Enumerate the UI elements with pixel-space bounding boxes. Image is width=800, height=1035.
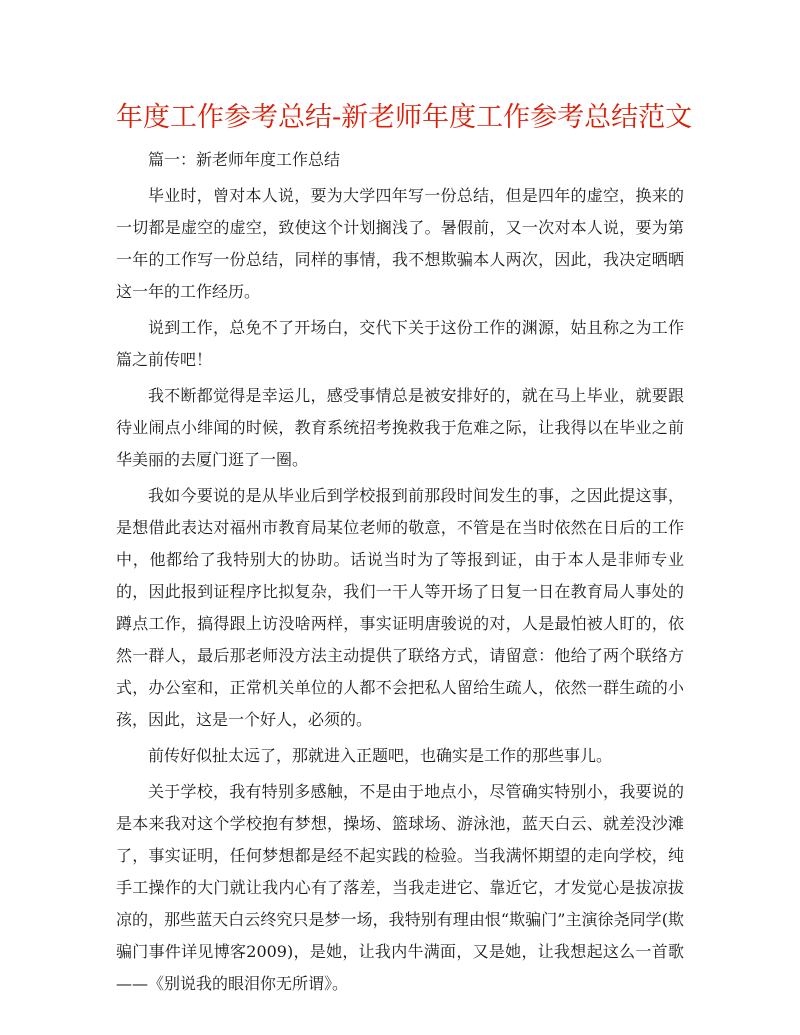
paragraph-5: 前传好似扯太远了，那就进入正题吧，也确实是工作的那些事儿。 xyxy=(148,746,613,765)
paragraph-4: 我如今要说的是从毕业后到学校报到前那段时间发生的事，之因此提这事，是想借此表达对福州市教育局某位老师的敬意，不管是在当时依然在日后的工作中，他都给了我特别大的协助。话说当时为了等报到证，由于本人是非师专业的，因此报到证程序比拟复杂，我们一干人等开场了日复一日在教育局人事处的蹲点工作，搞得跟上访没啥两样，事实证明唐骏说的对，人是最怕被人盯的，依然一群人，最后那老师没方法主动提供了联络方式，请留意：他给了两个联络方式，办公室和，正常机关单位的人都不会把私人留给生疏人，依然一群生疏的小孩，因此，这是一个好人，必须的。 xyxy=(116,486,684,729)
paragraph-1: 毕业时，曾对本人说，要为大学四年写一份总结，但是四年的虚空，换来的一切都是虚空的虚空，致使这个计划搁浅了。暑假前，又一次对本人说，要为第一年的工作写一份总结，同样的事情，我不想欺骗本人两次，因此，我决定晒晒这一年的工作经历。 xyxy=(116,186,684,301)
paragraph-2: 说到工作，总免不了开场白，交代下关于这份工作的渊源，姑且称之为工作篇之前传吧！ xyxy=(116,318,684,369)
document-subtitle: 篇一：新老师年度工作总结 xyxy=(148,150,341,169)
paragraph-3: 我不断都觉得是幸运儿，感受事情总是被安排好的，就在马上毕业，就要跟待业闹点小绯闻的时候，教育系统招考挽救我于危难之际，让我得以在毕业之前华美丽的去厦门逛了一圈。 xyxy=(116,386,684,469)
paragraph-6: 关于学校，我有特别多感触，不是由于地点小，尽管确实特别小，我要说的是本来我对这个学校抱有梦想，操场、篮球场、游泳池，蓝天白云、就差没沙滩了，事实证明，任何梦想都是经不起实践的检验。当我满怀期望的走向学校，纯手工操作的大门就让我内心有了落差，当我走进它、靠近它，才发觉心是拔凉拔凉的，那些蓝天白云终究只是梦一场，我特别有理由恨“欺骗门”主演徐尧同学(欺骗门事件详见博客2009)，是她，让我内牛满面，又是她，让我想起这么一首歌——《别说我的眼泪你无所谓》。 xyxy=(116,782,684,993)
document-page xyxy=(116,96,693,1004)
document-title: 年度工作参考总结-新老师年度工作参考总结范文 xyxy=(116,102,693,133)
